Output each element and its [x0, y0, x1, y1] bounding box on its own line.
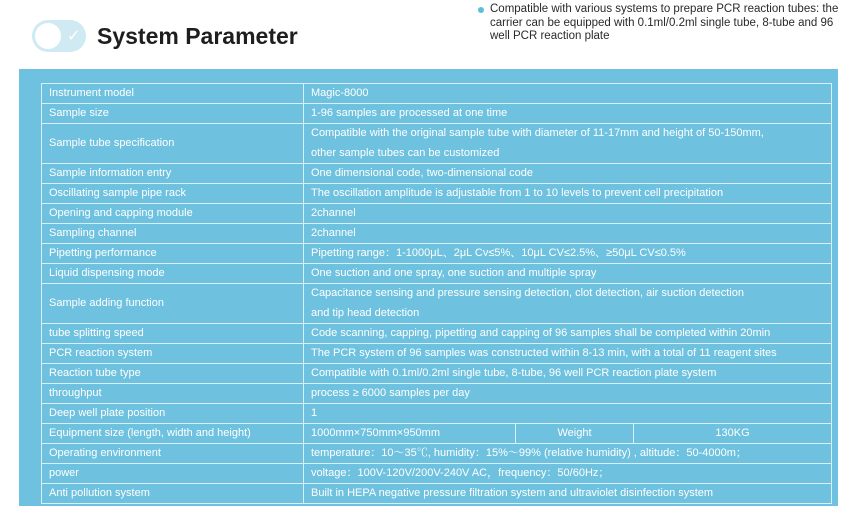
table-row	[42, 104, 832, 124]
table-row	[42, 424, 832, 444]
header-note-text: Compatible with various systems to prepare PCR reaction tubes: the carrier can be equipped with 0.1ml/0.2ml single tube, 8-tube and 96 well PCR reaction plate	[490, 3, 839, 42]
spec-value: 2channel	[304, 204, 832, 224]
spec-value: 1000mm×750mm×950mm	[304, 424, 516, 444]
spec-label: Sample information entry	[42, 164, 304, 184]
spec-label: tube splitting speed	[42, 324, 304, 344]
spec-label: Pipetting performance	[42, 244, 304, 264]
header-note	[490, 3, 852, 44]
spec-value: The PCR system of 96 samples was constructed within 8-13 min, with a total of 11 reagent sites	[304, 344, 832, 364]
spec-label: PCR reaction system	[42, 344, 304, 364]
table-row	[42, 484, 832, 504]
spec-value-line: Capacitance sensing and pressure sensing detection, clot detection, air suction detection	[311, 287, 744, 299]
table-row	[42, 184, 832, 204]
spec-label: Instrument model	[42, 84, 304, 104]
spec-label: throughput	[42, 384, 304, 404]
spec-value: Magic-8000	[304, 84, 832, 104]
spec-label: Operating environment	[42, 444, 304, 464]
page-title: System Parameter	[97, 23, 298, 49]
spec-label: Reaction tube type	[42, 364, 304, 384]
spec-value: One dimensional code, two-dimensional code	[304, 164, 832, 184]
table-row	[42, 224, 832, 244]
spec-value	[304, 284, 832, 324]
spec-label: Deep well plate position	[42, 404, 304, 424]
spec-value: Built in HEPA negative pressure filtration system and ultraviolet disinfection system	[304, 484, 832, 504]
table-row	[42, 404, 832, 424]
table-row	[42, 204, 832, 224]
spec-label: Sampling channel	[42, 224, 304, 244]
spec-label: Sample adding function	[42, 284, 304, 324]
spec-label: Anti pollution system	[42, 484, 304, 504]
table-row	[42, 284, 832, 324]
table-row	[42, 324, 832, 344]
weight-value: 130KG	[634, 424, 832, 444]
spec-value: 2channel	[304, 224, 832, 244]
spec-value-line: other sample tubes can be customized	[311, 146, 500, 159]
spec-value-line: and tip head detection	[311, 306, 420, 319]
spec-value: The oscillation amplitude is adjustable from 1 to 10 levels to prevent cell precipitation	[304, 184, 832, 204]
spec-label: Equipment size (length, width and height)	[42, 424, 304, 444]
table-row	[42, 464, 832, 484]
spec-table	[41, 83, 832, 504]
spec-label: Liquid dispensing mode	[42, 264, 304, 284]
spec-value-line: Compatible with the original sample tube with diameter of 11-17mm and height of 50-150mm,	[311, 127, 764, 139]
table-row	[42, 364, 832, 384]
spec-label: Sample size	[42, 104, 304, 124]
table-row	[42, 164, 832, 184]
table-row	[42, 384, 832, 404]
spec-panel	[19, 69, 838, 506]
spec-value: 1	[304, 404, 832, 424]
spec-value: Compatible with 0.1ml/0.2ml single tube, 8-tube, 96 well PCR reaction plate system	[304, 364, 832, 384]
table-row	[42, 84, 832, 104]
spec-label: Oscillating sample pipe rack	[42, 184, 304, 204]
table-row	[42, 344, 832, 364]
spec-value: voltage：100V-120V/200V-240V AC，frequency：50/60Hz；	[304, 464, 832, 484]
spec-label: Sample tube specification	[42, 124, 304, 164]
table-row	[42, 124, 832, 164]
spec-value: process ≥ 6000 samples per day	[304, 384, 832, 404]
table-row	[42, 264, 832, 284]
check-icon: ✓	[67, 26, 81, 45]
spec-label: power	[42, 464, 304, 484]
spec-value	[304, 124, 832, 164]
spec-value: One suction and one spray, one suction and multiple spray	[304, 264, 832, 284]
bullet-icon	[478, 7, 484, 13]
spec-value: Pipetting range：1-1000μL、2μL Cv≤5%、10μL CV≤2.5%、≥50μL CV≤0.5%	[304, 244, 832, 264]
toggle-knob	[35, 23, 61, 49]
spec-value: 1-96 samples are processed at one time	[304, 104, 832, 124]
table-row	[42, 244, 832, 264]
table-row	[42, 444, 832, 464]
toggle-switch-icon[interactable]	[32, 20, 86, 52]
spec-value: temperature：10～35℃, humidity：15%～99% (relative humidity) , altitude：50-4000m；	[304, 444, 832, 464]
spec-value: Code scanning, capping, pipetting and capping of 96 samples shall be completed within 20min	[304, 324, 832, 344]
spec-label: Opening and capping module	[42, 204, 304, 224]
weight-label: Weight	[516, 424, 634, 444]
